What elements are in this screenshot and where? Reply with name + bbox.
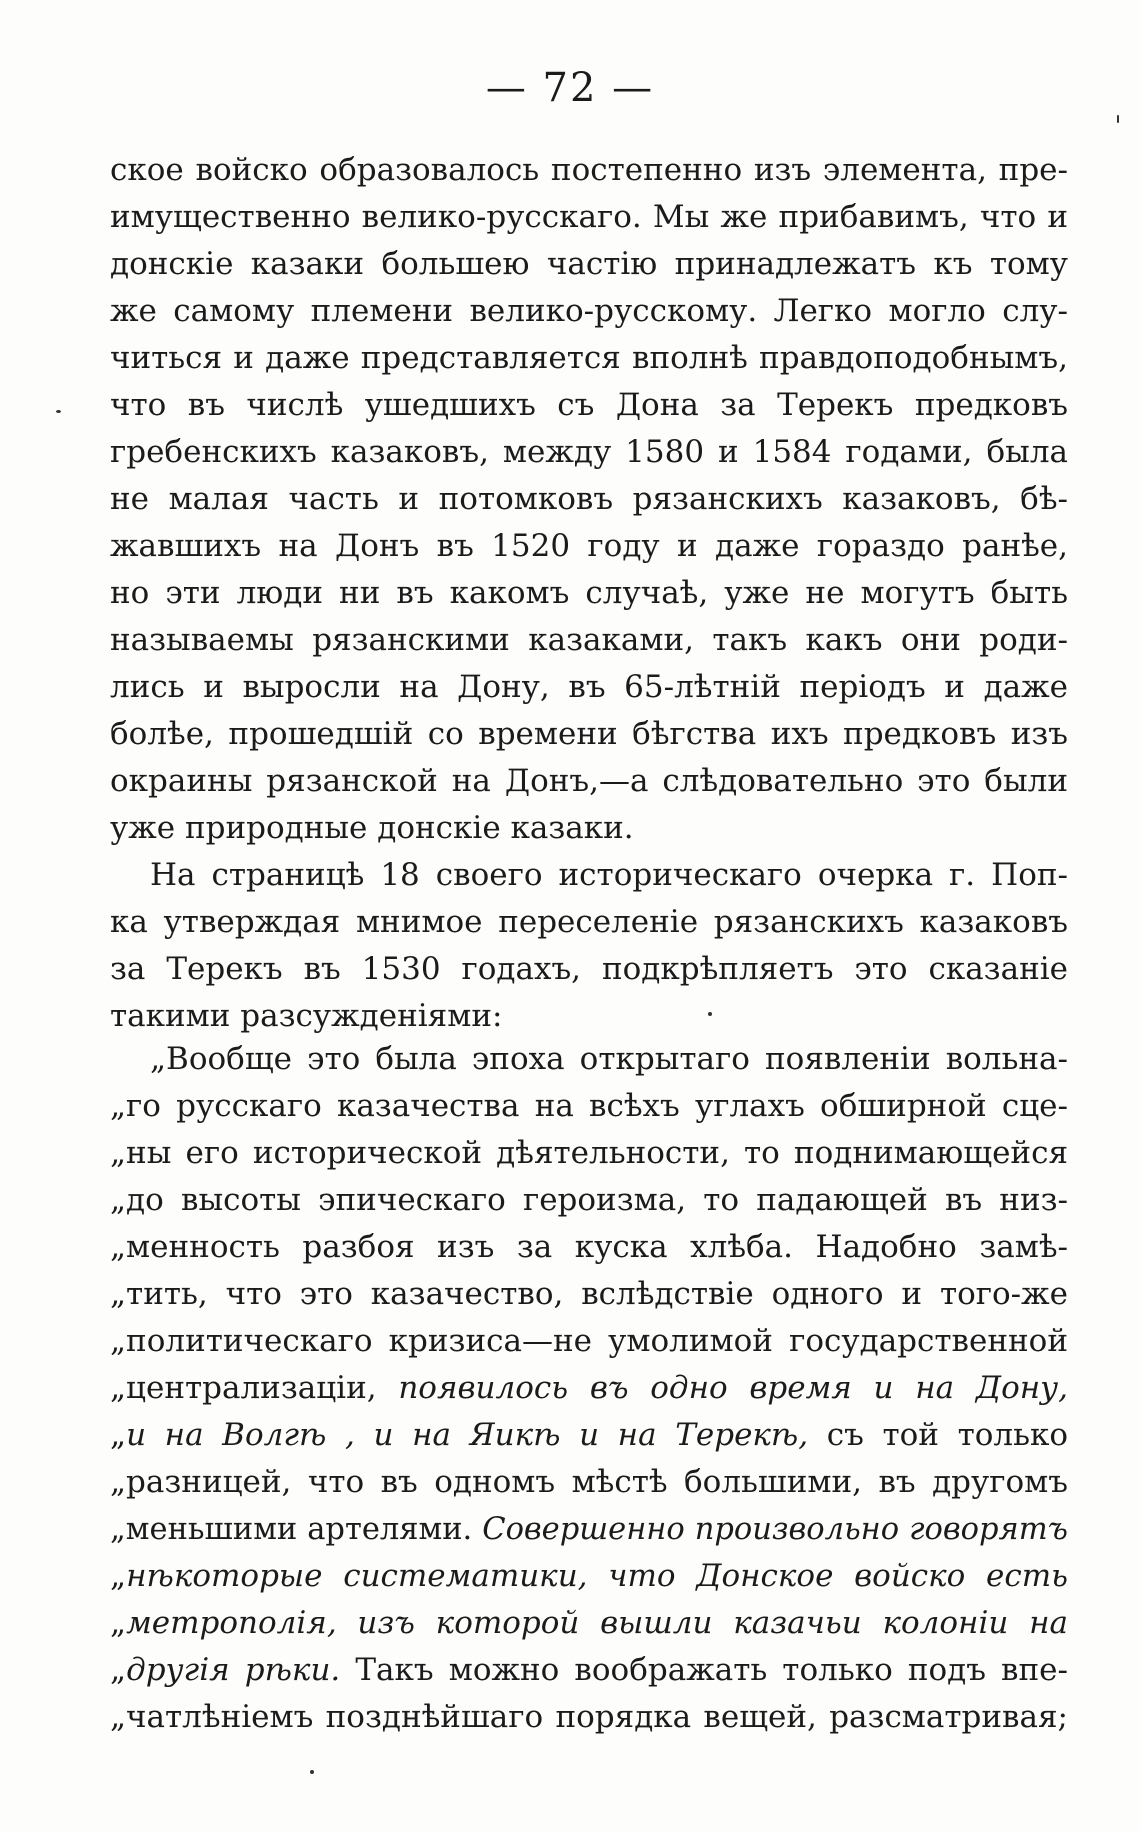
text-line: жавшихъ на Донъ въ 1520 году и даже гораздо ранѣе, bbox=[110, 528, 1068, 564]
text-line: уже природные донскіе казаки. bbox=[110, 810, 634, 846]
paragraph-second bbox=[110, 852, 1068, 1040]
quote-line: „Вообще это была эпоха открытаго появленіи вольна- bbox=[150, 1041, 1068, 1077]
text-line: ка утверждая мнимое переселеніе рязанскихъ казаковъ bbox=[110, 904, 1068, 940]
quote-segment: „меньшими артелями. bbox=[110, 1512, 483, 1547]
quote-emphasis: другія рѣки. bbox=[126, 1652, 341, 1688]
text-line: лись и выросли на Дону, въ 65-лѣтній періодъ и даже bbox=[110, 669, 1068, 705]
quote-segment: Такъ можно воображать только подъ впе- bbox=[340, 1652, 1068, 1688]
text-line: ское войско образовалось постепенно изъ элемента, пре- bbox=[110, 152, 1068, 188]
text-line: называемы рязанскими казаками, такъ какъ они роди- bbox=[110, 622, 1068, 658]
quote-line bbox=[110, 1506, 1068, 1553]
print-speck bbox=[310, 1770, 314, 1774]
text-line: гребенскихъ казаковъ, между 1580 и 1584 годами, была bbox=[110, 434, 1068, 470]
text-line: за Терекъ въ 1530 годахъ, подкрѣпляетъ это сказаніе bbox=[110, 951, 1068, 987]
print-speck bbox=[1117, 115, 1119, 123]
paragraph-continued bbox=[110, 147, 1068, 852]
quote-segment: „ bbox=[110, 1652, 127, 1688]
text-line: болѣе, прошедшій со времени бѣгства ихъ предковъ изъ bbox=[110, 716, 1068, 752]
quote-line bbox=[110, 1647, 1068, 1694]
quote-line: „менность разбоя изъ за куска хлѣба. Надобно замѣ- bbox=[110, 1229, 1068, 1265]
page-number: — 72 — bbox=[485, 65, 655, 111]
quote-line: „политическаго кризиса—не умолимой государственной bbox=[110, 1323, 1068, 1359]
quote-emphasis: Совершенно произвольно говорятъ bbox=[482, 1512, 1068, 1547]
text-line: окраины рязанской на Донъ,—а слѣдовательно это были bbox=[110, 763, 1068, 799]
quote-emphasis: нѣкоторые систематики, bbox=[126, 1558, 588, 1594]
quote-segment: „ bbox=[110, 1605, 127, 1641]
quote-emphasis: и на Волгѣ , и на Яикѣ и на Терекѣ, bbox=[126, 1417, 809, 1453]
quote-line bbox=[110, 1553, 1068, 1600]
quotation bbox=[110, 1036, 1068, 1741]
quote-line: „до высоты эпическаго героизма, то падающей въ низ- bbox=[110, 1182, 1068, 1218]
text-line: имущественно велико-русскаго. Мы же прибавимъ, что и bbox=[110, 199, 1068, 235]
quote-line bbox=[110, 1412, 1068, 1459]
print-speck bbox=[708, 1012, 712, 1016]
quote-line: „тить, что это казачество, вслѣдствіе одного и того-же bbox=[110, 1276, 1068, 1312]
text-line: же самому племени велико-русскому. Легко могло слу- bbox=[110, 293, 1068, 329]
quote-segment: „ bbox=[110, 1417, 127, 1453]
quote-line bbox=[110, 1600, 1068, 1647]
quote-line: „чатлѣніемъ позднѣйшаго порядка вещей, разсматривая; bbox=[110, 1699, 1068, 1735]
quote-line bbox=[110, 1365, 1068, 1412]
quote-emphasis: что Донское войско есть bbox=[587, 1558, 1068, 1594]
quote-line: „ны его исторической дѣятельности, то поднимающейся bbox=[110, 1135, 1068, 1171]
quote-segment: „ bbox=[110, 1558, 127, 1594]
text-line: На страницѣ 18 своего историческаго очерка г. Поп- bbox=[150, 857, 1068, 893]
text-line: не малая часть и потомковъ рязанскихъ казаковъ, бѣ- bbox=[110, 481, 1068, 517]
text-line: такими разсужденіями: bbox=[110, 998, 503, 1034]
print-speck bbox=[56, 410, 61, 413]
quote-line: „разницей, что въ одномъ мѣстѣ большими, въ другомъ bbox=[110, 1464, 1068, 1500]
text-line: что въ числѣ ушедшихъ съ Дона за Терекъ предковъ bbox=[110, 387, 1068, 423]
quote-emphasis: появилось въ одно время и на Дону, bbox=[398, 1370, 1068, 1406]
quote-segment: съ той только bbox=[808, 1417, 1068, 1453]
quote-line: „го русскаго казачества на всѣхъ углахъ обширной сце- bbox=[110, 1088, 1068, 1124]
text-line: донскіе казаки большею частію принадлежатъ къ тому bbox=[110, 246, 1068, 282]
quote-emphasis: метрополія, изъ которой вышли казачьи колоніи на bbox=[126, 1605, 1068, 1641]
text-line: читься и даже представляется вполнѣ правдоподобнымъ, bbox=[110, 340, 1068, 376]
text-line: но эти люди ни въ какомъ случаѣ, уже не могутъ быть bbox=[110, 575, 1068, 611]
quote-segment: „централизаціи, bbox=[110, 1370, 399, 1406]
